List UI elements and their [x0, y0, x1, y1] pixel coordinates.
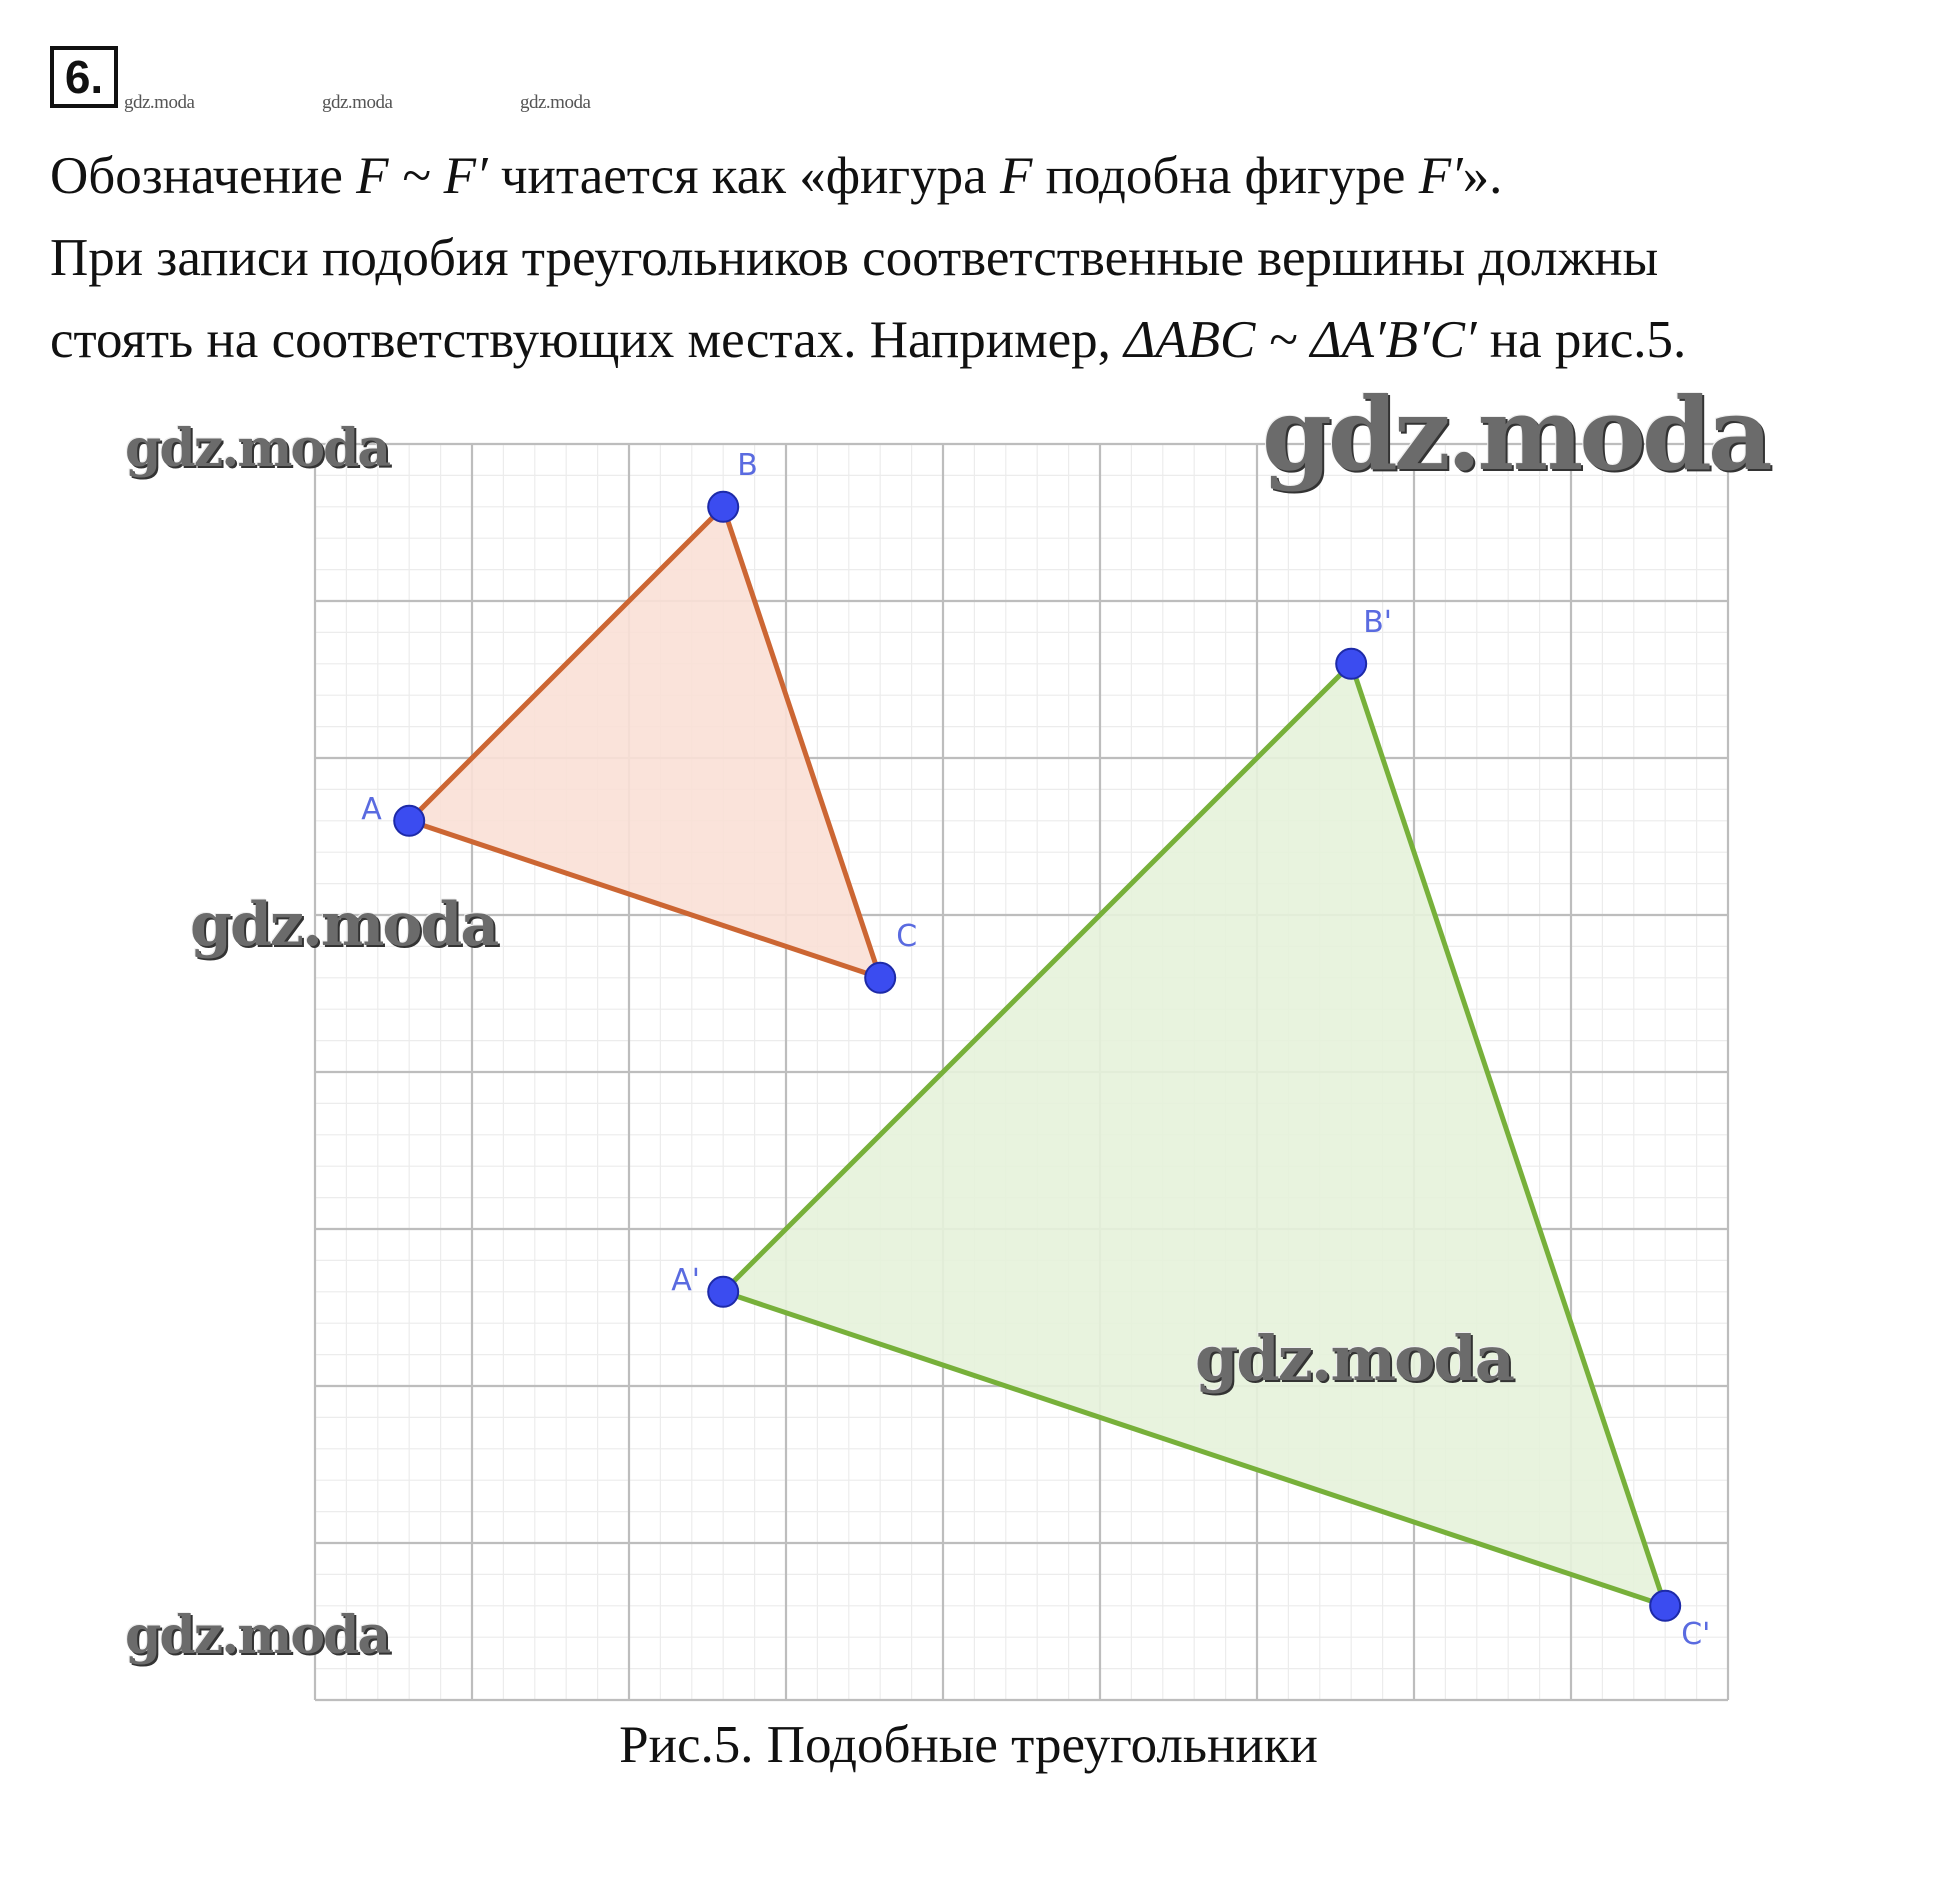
- vertex-label-a: A: [361, 791, 382, 827]
- watermark-small-2: gdz.moda: [322, 92, 393, 113]
- task-number-box: 6.: [50, 46, 118, 108]
- vertex-point-b-prime: [1336, 649, 1366, 679]
- paragraph-line-2: При записи подобия треугольников соответственные вершины должны: [50, 229, 1659, 287]
- watermark-large-1: gdz.moda: [125, 418, 390, 479]
- watermark-large-3: gdz.moda: [190, 890, 498, 960]
- math-figure-f: F: [999, 147, 1033, 205]
- text-segment: ».: [1462, 147, 1503, 205]
- watermark-large-4: gdz.moda: [1195, 1322, 1513, 1395]
- vertex-label-c-prime: C': [1681, 1616, 1711, 1652]
- vertex-point-b: [708, 492, 738, 522]
- vertex-label-b-prime: B': [1363, 604, 1393, 640]
- vertex-point-c-prime: [1650, 1591, 1680, 1621]
- vertex-point-a: [394, 806, 424, 836]
- text-segment: стоять на соответствующих местах. Например,: [50, 311, 1125, 369]
- vertex-point-a-prime: [708, 1277, 738, 1307]
- vertex-label-a-prime: A': [671, 1262, 700, 1298]
- watermark-large-2: gdz.moda: [1262, 375, 1769, 493]
- vertex-label-c: C: [896, 918, 918, 954]
- text-segment: Обозначение: [50, 147, 357, 205]
- vertex-point-c: [865, 963, 895, 993]
- watermark-large-5: gdz.moda: [125, 1605, 390, 1666]
- math-triangle-similarity: ΔABC ~ ΔA′B′C′: [1124, 311, 1477, 369]
- math-figure-f-prime: F′: [1418, 147, 1463, 205]
- vertex-label-b: B: [737, 447, 758, 483]
- text-segment: на рис.5.: [1476, 311, 1687, 369]
- watermark-small-3: gdz.moda: [520, 92, 591, 113]
- watermark-small-1: gdz.moda: [124, 92, 195, 113]
- figure-caption: Рис.5. Подобные треугольники: [619, 1716, 1318, 1774]
- text-segment: подобна фигуре: [1032, 147, 1419, 205]
- text-segment: читается как «фигура: [487, 147, 1000, 205]
- math-similarity-notation: F ~ F′: [356, 147, 488, 205]
